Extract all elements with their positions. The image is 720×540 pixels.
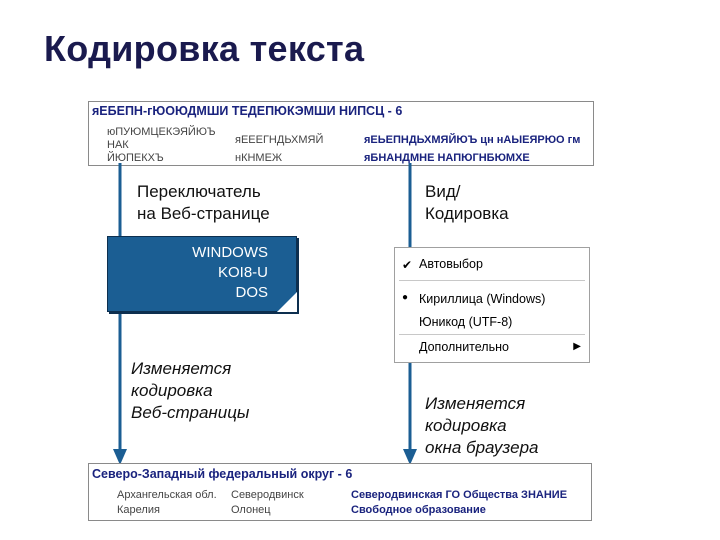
garbled-cell: ЙЮПЕКХЪ <box>107 152 164 164</box>
decoded-cell: Архангельская обл. <box>117 489 217 501</box>
garbled-cell: нКНМЕЖ <box>235 152 283 164</box>
radio-dot-icon: ● <box>402 292 409 303</box>
encoding-switcher-popup <box>107 236 297 312</box>
menu-item-autoselect[interactable]: Автовыбор <box>419 257 483 271</box>
garbled-cell: НАК <box>107 139 129 151</box>
decoded-cell: Северодвинская ГО Общества ЗНАНИЕ <box>351 489 568 501</box>
submenu-arrow-icon: ▶ <box>573 341 581 352</box>
garbled-cell: яЕЕЕГНДЬХМЯЙ <box>235 134 324 146</box>
decoded-cell: Олонец <box>231 504 271 516</box>
encoding-option-koi8u[interactable]: KOI8-U <box>217 264 268 281</box>
left-arrow <box>110 163 130 468</box>
menu-separator <box>399 334 585 335</box>
menu-item-cyrillic-windows[interactable]: Кириллица (Windows) <box>419 292 546 306</box>
encoding-option-windows[interactable]: WINDOWS <box>192 244 268 261</box>
decoded-page-screenshot <box>88 463 592 521</box>
garbled-page-screenshot <box>88 101 594 166</box>
slide-title: Кодировка текста <box>44 28 365 69</box>
garbled-header: яЕБЕПН-гЮОЮДМШИ ТЕДЕПЮКЭМШИ НИПСЦ - 6 <box>92 104 403 118</box>
right-label-top: Вид/ Кодировка <box>425 182 509 223</box>
check-icon: ✔ <box>402 258 413 272</box>
garbled-cell: яБНАНДМНЕ НАПЮГНБЮМХЕ <box>364 152 530 164</box>
menu-separator <box>399 280 585 281</box>
left-label-bottom: Изменяется кодировка Веб-страницы <box>131 359 250 422</box>
browser-encoding-menu <box>394 247 590 363</box>
decoded-header: Северо-Западный федеральный округ - 6 <box>92 467 353 481</box>
page-fold <box>277 292 297 312</box>
garbled-cell: яЕЬЕПНДЬХМЯЙЮЪ цн нАЫЕЯРЮО гм <box>364 134 581 146</box>
right-label-bottom: Изменяется кодировка окна браузера <box>425 394 539 457</box>
left-label-top: Переключатель на Веб-странице <box>137 182 270 223</box>
decoded-cell: Северодвинск <box>231 489 304 501</box>
garbled-cell: юПУЮМЦЕКЭЯЙЮЪ <box>107 126 216 138</box>
decoded-cell: Карелия <box>117 504 160 516</box>
menu-item-unicode-utf8[interactable]: Юникод (UTF-8) <box>419 315 513 329</box>
encoding-option-dos[interactable]: DOS <box>235 284 268 301</box>
menu-item-more[interactable]: Дополнительно <box>419 340 509 354</box>
decoded-cell: Свободное образование <box>351 504 486 516</box>
